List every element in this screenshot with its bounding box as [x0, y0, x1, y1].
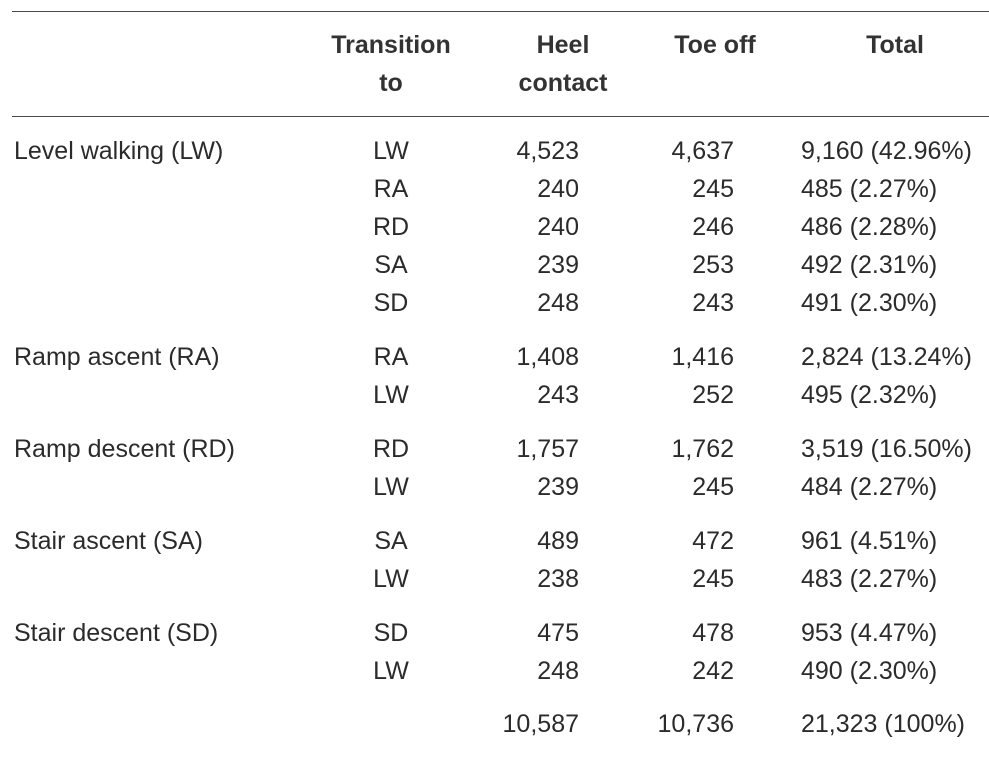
transition-to-cell: LW: [373, 137, 409, 165]
transition-to-cell: SD: [373, 619, 409, 647]
total-cell: 9,160 (42.96%): [801, 137, 972, 165]
heel-contact-cell: 489: [537, 527, 579, 555]
total-cell: 492 (2.31%): [801, 251, 938, 279]
heel-contact-cell: 243: [537, 381, 579, 409]
heel-contact-cell: 240: [537, 213, 579, 241]
heel-contact-cell: 248: [537, 657, 579, 685]
toe-off-cell: 252: [692, 381, 734, 409]
header-heel-line1: Heel: [536, 31, 590, 59]
total-cell: 3,519 (16.50%): [801, 435, 972, 463]
toe-off-cell: 242: [692, 657, 734, 685]
toe-off-cell: 245: [692, 565, 734, 593]
toe-off-cell: 246: [692, 213, 734, 241]
transition-to-cell: RA: [373, 343, 409, 371]
heel-contact-cell: 238: [537, 565, 579, 593]
total-cell: 2,824 (13.24%): [801, 343, 972, 371]
total-cell: 491 (2.30%): [801, 289, 938, 317]
header-transition-line1: Transition: [331, 31, 451, 59]
grand-total-cell: 21,323 (100%): [801, 710, 966, 738]
header-heel-contact: [490, 26, 636, 102]
header-heel-line2: contact: [518, 69, 608, 97]
heel-contact-cell: 240: [537, 175, 579, 203]
total-cell: 486 (2.28%): [801, 213, 938, 241]
heel-contact-cell: 4,523: [516, 137, 579, 165]
heel-contact-cell: 475: [537, 619, 579, 647]
toe-off-cell: 243: [692, 289, 734, 317]
total-cell: 953 (4.47%): [801, 619, 938, 647]
transition-to-cell: RD: [372, 435, 410, 463]
top-rule: [12, 11, 989, 12]
transition-to-cell: RA: [373, 175, 409, 203]
total-heel-cell: 10,587: [502, 710, 579, 738]
toe-off-cell: 245: [692, 175, 734, 203]
total-cell: 495 (2.32%): [801, 381, 938, 409]
toe-off-cell: 1,762: [671, 435, 734, 463]
toe-off-cell: 1,416: [671, 343, 734, 371]
transition-to-cell: LW: [373, 473, 409, 501]
header-transition: [316, 26, 466, 102]
total-cell: 485 (2.27%): [801, 175, 938, 203]
total-cell: 490 (2.30%): [801, 657, 938, 685]
toe-off-cell: 478: [692, 619, 734, 647]
heel-contact-cell: 248: [537, 289, 579, 317]
row-label-cell: Ramp ascent (RA): [14, 343, 220, 371]
row-label-cell: Stair descent (SD): [14, 619, 219, 647]
heel-contact-cell: 239: [537, 473, 579, 501]
total-cell: 483 (2.27%): [801, 565, 938, 593]
toe-off-cell: 4,637: [671, 137, 734, 165]
total-cell: 484 (2.27%): [801, 473, 938, 501]
heel-contact-cell: 1,408: [516, 343, 579, 371]
header-transition-line2: to: [379, 69, 403, 97]
transition-to-cell: RD: [372, 213, 410, 241]
transition-to-cell: LW: [373, 657, 409, 685]
header-total: Total: [866, 31, 924, 59]
transition-to-cell: LW: [373, 381, 409, 409]
transition-to-cell: LW: [373, 565, 409, 593]
toe-off-cell: 245: [692, 473, 734, 501]
total-cell: 961 (4.51%): [801, 527, 938, 555]
transition-to-cell: SA: [374, 527, 408, 555]
heel-contact-cell: 1,757: [516, 435, 579, 463]
header-rule: [12, 116, 989, 117]
toe-off-cell: 472: [692, 527, 734, 555]
row-label-cell: Stair ascent (SA): [14, 527, 203, 555]
transition-to-cell: SA: [374, 251, 408, 279]
transition-to-cell: SD: [373, 289, 409, 317]
row-label-cell: Level walking (LW): [14, 137, 224, 165]
total-toe-cell: 10,736: [657, 710, 734, 738]
heel-contact-cell: 239: [537, 251, 579, 279]
row-label-cell: Ramp descent (RD): [14, 435, 235, 463]
header-toe-off: Toe off: [674, 31, 756, 59]
toe-off-cell: 253: [692, 251, 734, 279]
